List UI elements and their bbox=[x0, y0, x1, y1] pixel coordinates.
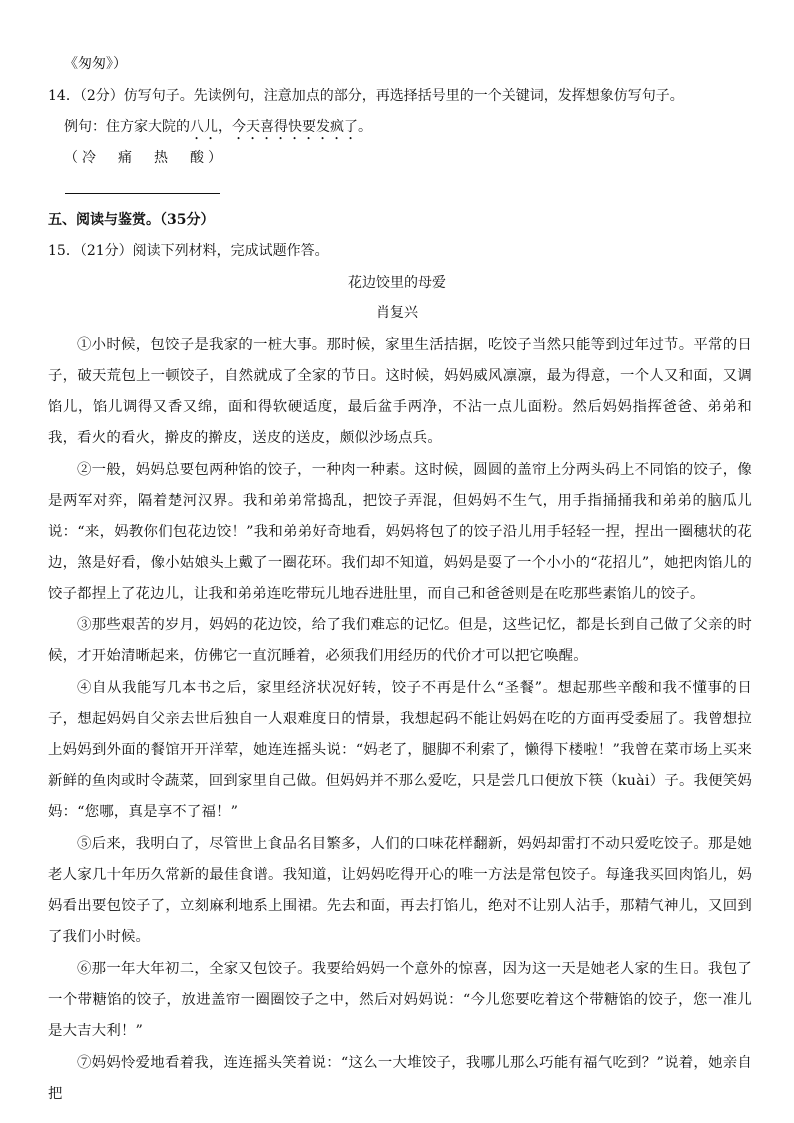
reference-text: 《匆匆》） bbox=[64, 56, 127, 72]
section-5-heading: 五、阅读与鉴赏。（35分） bbox=[48, 212, 215, 228]
answer-blank-line bbox=[65, 193, 220, 194]
question-15-stem: 15．（21分）阅读下列材料，完成试题作答。 bbox=[48, 243, 329, 259]
paragraph-6: ⑥那一年大年初二，全家又包饺子。我要给妈妈一个意外的惊喜，因为这一天是她老人家的生日。我包了一个带糖馅的饺子，放进盖帘一圈圈饺子之中，然后对妈妈说：“今儿您要吃着这个带糖馅的饺子，您一准儿是大吉大利！” bbox=[48, 961, 752, 1039]
article-author: 肖复兴 bbox=[376, 305, 418, 321]
paragraph-1: ①小时候，包饺子是我家的一桩大事。那时候，家里生活拮据，吃饺子当然只能等到过年过节。平常的日子，破天荒包上一顿饺子，自然就成了全家的节日。这时候，妈妈威风凛凛，最为得意，一个人又和面，又调馅儿，馅儿调得又香又绵，面和得软硬适度，最后盆手两净，不沾一点儿面粉。然后妈妈指挥爸爸、弟弟和我，看火的看火，擀皮的擀皮，送皮的送皮，颇似沙场点兵。 bbox=[48, 337, 752, 446]
paragraph-7: ⑦妈妈怜爱地看着我，连连摇头笑着说：“这么一大堆饺子，我哪儿那么巧能有福气吃到？”说着，她亲自把 bbox=[48, 1055, 752, 1102]
question-14-options: （冷 痛 热 酸） bbox=[64, 150, 226, 166]
question-14-stem: 14．（2分）仿写句子。先读例句，注意加点的部分，再选择括号里的一个关键词，发挥想象仿写句子。 bbox=[48, 88, 684, 104]
question-14-example bbox=[64, 117, 372, 143]
example-dotted-part: 八儿，今天喜得快要发疯了 bbox=[190, 119, 358, 135]
paragraph-4: ④自从我能写几本书之后，家里经济状况好转，饺子不再是什么“圣餐”。想起那些辛酸和我不懂事的日子，想起妈妈自父亲去世后独自一人艰难度日的情景，我想起码不能让妈妈在吃的方面再受委屈了。我曾想拉上妈妈到外面的餐馆开开洋荤，她连连摇头说：“妈老了，腿脚不利索了，懒得下楼啦！”我曾在菜市场上买来新鲜的鱼肉或时令蔬菜，回到家里自己做。但妈妈并不那么爱吃，只是尝几口便放下筷（kuài）子。我便笑妈妈：“您哪，真是享不了福！” bbox=[48, 680, 752, 820]
paragraph-2: ②一般，妈妈总要包两种馅的饺子，一种肉一种素。这时候，圆圆的盖帘上分两头码上不同馅的饺子，像是两军对弈，隔着楚河汉界。我和弟弟常捣乱，把饺子弄混，但妈妈不生气，用手指捅捅我和弟弟的脑瓜儿说：“来，妈教你们包花边饺！”我和弟弟好奇地看，妈妈将包了的饺子沿儿用手轻轻一捏，捏出一圈穗状的花边，煞是好看，像小姑娘头上戴了一圈花环。我们却不知道，妈妈是耍了一个小小的“花招儿”，她把肉馅儿的饺子都捏上了花边儿，让我和弟弟连吃带玩儿地吞进肚里，而自己和爸爸则是在吃那些素馅儿的饺子。 bbox=[48, 462, 752, 602]
article-title: 花边饺里的母爱 bbox=[348, 275, 446, 291]
paragraph-3: ③那些艰苦的岁月，妈妈的花边饺，给了我们难忘的记忆。但是，这些记忆，都是长到自己做了父亲的时候，才开始清晰起来，仿佛它一直沉睡着，必须我们用经历的代价才可以把它唤醒。 bbox=[48, 617, 752, 664]
example-prefix: 例句：住方家大院的 bbox=[64, 119, 190, 135]
paragraph-5: ⑤后来，我明白了，尽管世上食品名目繁多，人们的口味花样翻新，妈妈却雷打不动只爱吃饺子。那是她老人家几十年历久常新的最佳食谱。我知道，让妈妈吃得开心的唯一方法是常包饺子。每逢我买回肉馅儿，妈妈看出要包饺子了，立刻麻利地系上围裙。先去和面，再去打馅儿，绝对不让别人沾手，那精气神儿，又回到了我们小时候。 bbox=[48, 836, 752, 945]
example-suffix: 。 bbox=[358, 119, 372, 135]
